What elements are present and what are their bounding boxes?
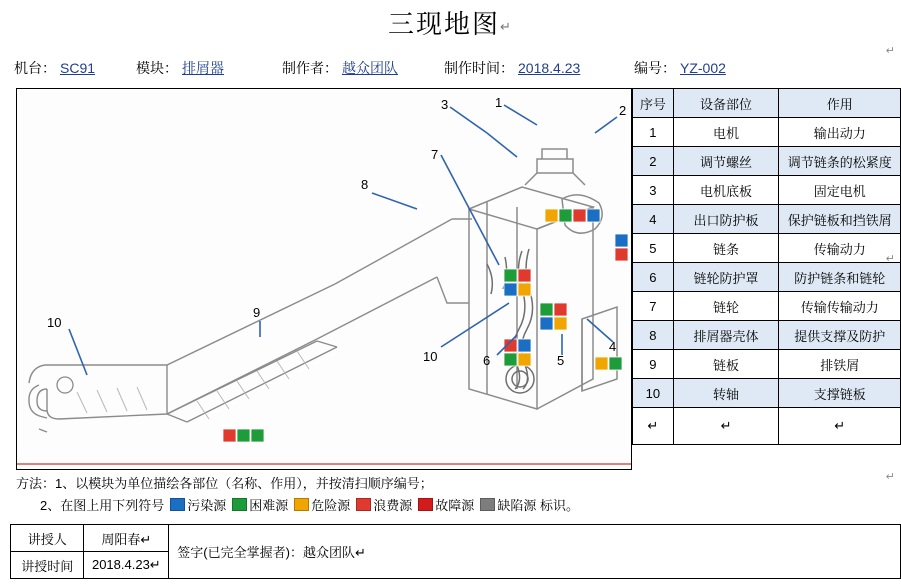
note-line-2-suffix: 标识。 [539, 498, 579, 513]
edge-pilcrow-3: ↵ [885, 471, 895, 483]
svg-text:9: 9 [253, 305, 261, 320]
row-part: ↵ [673, 408, 779, 445]
author-field [282, 58, 402, 78]
legend-swatch-difficulty [232, 498, 247, 511]
row-part: 电机底板 [673, 176, 779, 205]
svg-text:2: 2 [619, 103, 627, 118]
svg-text:1: 1 [495, 95, 503, 110]
legend-swatch-waste [356, 498, 371, 511]
header-part: 设备部位 [673, 89, 779, 118]
legend-swatch-fault [418, 498, 433, 511]
callout-leaders [69, 105, 617, 375]
row-no: 5 [633, 234, 674, 263]
table-row [633, 292, 901, 321]
title-pilcrow: ↵ [500, 19, 513, 35]
table-row [633, 147, 901, 176]
svg-text:3: 3 [441, 97, 449, 112]
presenter-label: 讲授人 [11, 525, 84, 552]
number-field [634, 58, 730, 78]
row-func: 提供支撑及防护 [779, 321, 901, 350]
author-value: 越众团队 [342, 60, 398, 76]
row-func: ↵ [779, 408, 901, 445]
header-no: 序号 [633, 89, 674, 118]
meta-row [14, 58, 894, 82]
number-label: 编号： [634, 60, 676, 76]
svg-text:10: 10 [47, 315, 62, 330]
row-func: 防护链条和链轮 [779, 263, 901, 292]
legend-label-defect: 缺陷源 [497, 498, 537, 513]
legend-label-danger: 危险源 [311, 498, 351, 513]
table-row [633, 321, 901, 350]
row-no: 10 [633, 379, 674, 408]
module-value: 排屑器 [182, 60, 224, 76]
page-title [0, 4, 901, 41]
row-no: 9 [633, 350, 674, 379]
table-row [633, 263, 901, 292]
legend-label-waste: 浪费源 [373, 498, 413, 513]
row-func: 调节链条的松紧度 [779, 147, 901, 176]
date-field [444, 58, 584, 78]
edge-pilcrow-1: ↵ [885, 45, 895, 57]
row-func: 传输传输动力 [779, 292, 901, 321]
row-part: 转轴 [673, 379, 779, 408]
row-no: 6 [633, 263, 674, 292]
row-func: 输出动力 [779, 118, 901, 147]
equipment-sketch [17, 89, 631, 469]
parts-function-table [632, 88, 901, 445]
legend-swatch-defect [480, 498, 495, 511]
note-line-1: 方法：1、以模块为单位描绘各部位（名称、作用），并按清扫顺序编号； [16, 476, 433, 491]
callout-numbers [47, 95, 626, 368]
footer-row-presenter [11, 525, 901, 552]
signature-cell: 签字(已完全掌握者)：越众团队↵ [169, 525, 901, 579]
date-value: 2018.4.23 [518, 60, 581, 76]
edge-pilcrow-2: ↵ [885, 253, 895, 265]
method-notes [16, 474, 886, 516]
machine-label: 机台： [14, 60, 56, 76]
page-title-text: 三现地图 [388, 10, 501, 39]
svg-text:7: 7 [431, 147, 439, 162]
row-func: 传输动力 [779, 234, 901, 263]
table-row [633, 205, 901, 234]
row-no: 3 [633, 176, 674, 205]
row-part: 电机 [673, 118, 779, 147]
row-part: 链板 [673, 350, 779, 379]
module-label: 模块： [136, 60, 178, 76]
equipment-sketch-panel [16, 88, 632, 470]
row-part: 链条 [673, 234, 779, 263]
footer-table [10, 524, 901, 579]
time-value: 2018.4.23↵ [84, 552, 169, 579]
conveyor-outline [29, 219, 472, 432]
date-label: 制作时间： [444, 60, 514, 76]
row-no: ↵ [633, 408, 674, 445]
table-row [633, 350, 901, 379]
row-no: 7 [633, 292, 674, 321]
table-row [633, 118, 901, 147]
row-part: 链轮防护罩 [673, 263, 779, 292]
row-no: 1 [633, 118, 674, 147]
row-no: 4 [633, 205, 674, 234]
machine-value: SC91 [60, 60, 96, 76]
legend-swatch-pollution [170, 498, 185, 511]
table-row [633, 379, 901, 408]
legend-label-fault: 故障源 [435, 498, 475, 513]
header-func: 作用 [779, 89, 901, 118]
left-roller [57, 377, 73, 393]
row-no: 2 [633, 147, 674, 176]
row-func: 排铁屑 [779, 350, 901, 379]
row-func: 固定电机 [779, 176, 901, 205]
svg-text:4: 4 [609, 339, 617, 354]
legend-label-pollution: 污染源 [187, 498, 227, 513]
svg-text:10: 10 [423, 349, 438, 364]
row-part: 排屑器壳体 [673, 321, 779, 350]
presenter-value: 周阳春↵ [84, 525, 169, 552]
table-row-empty [633, 408, 901, 445]
machine-field [14, 58, 142, 78]
time-label: 讲授时间 [11, 552, 84, 579]
legend-swatch-danger [294, 498, 309, 511]
table-header-row [633, 89, 901, 118]
row-part: 链轮 [673, 292, 779, 321]
row-func: 保护链板和挡铁屑 [779, 205, 901, 234]
row-part: 调节螺丝 [673, 147, 779, 176]
svg-text:6: 6 [483, 353, 491, 368]
row-func: 支撑链板 [779, 379, 901, 408]
svg-text:5: 5 [557, 353, 565, 368]
module-field [136, 58, 264, 78]
row-no: 8 [633, 321, 674, 350]
note-line-2 [40, 496, 886, 516]
number-value: YZ-002 [680, 60, 726, 76]
svg-text:8: 8 [361, 177, 369, 192]
row-part: 出口防护板 [673, 205, 779, 234]
table-row [633, 234, 901, 263]
table-row [633, 176, 901, 205]
author-label: 制作者： [282, 60, 338, 76]
source-markers [67, 209, 628, 469]
legend-label-difficulty: 困难源 [249, 498, 289, 513]
note-line-2-prefix: 2、在图上用下列符号 [40, 498, 165, 513]
